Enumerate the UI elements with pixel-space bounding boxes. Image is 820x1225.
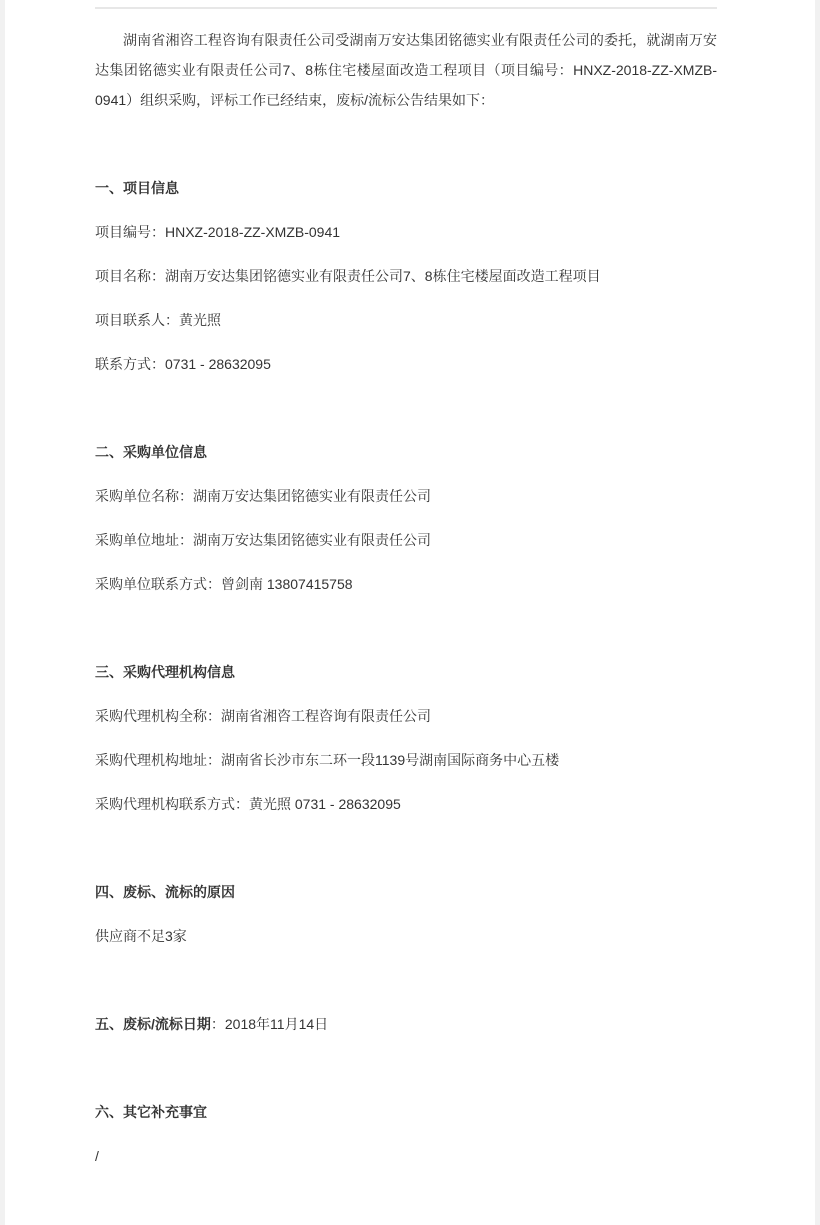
section-heading-failure-date: [95, 1009, 717, 1039]
section-spacer: [95, 393, 717, 423]
project-number-line: 项目编号：HNXZ-2018-ZZ-XMZB-0941: [95, 224, 341, 240]
section-spacer: [95, 833, 717, 863]
agency-name-line: 采购代理机构全称：湖南省湘咨工程咨询有限责任公司: [95, 708, 431, 724]
purchaser-name-line: 采购单位名称：湖南万安达集团铭德实业有限责任公司: [95, 488, 431, 504]
agency-address-line: 采购代理机构地址：湖南省长沙市东二环一段1139号湖南国际商务中心五楼: [95, 752, 560, 768]
section-spacer: [95, 1053, 717, 1083]
top-divider: [95, 7, 717, 9]
project-contact-line: 项目联系人：黄光照: [95, 312, 221, 328]
section-heading-project-info: 一、项目信息: [95, 180, 179, 196]
section-heading-agency-info: 三、采购代理机构信息: [95, 664, 235, 680]
section-spacer: [95, 129, 717, 159]
failure-reason-line: 供应商不足3家: [95, 928, 187, 944]
project-phone-line: 联系方式：0731 - 28632095: [95, 356, 271, 372]
failure-date-value: ：2018年11月14日: [210, 1016, 329, 1032]
supplementary-line: /: [95, 1148, 99, 1164]
section-spacer: [95, 965, 717, 995]
section-heading-failure-reason: 四、废标、流标的原因: [95, 884, 235, 900]
purchaser-contact-line: 采购单位联系方式：曾剑南 13807415758: [95, 576, 353, 592]
intro-paragraph: 湖南省湘咨工程咨询有限责任公司受湖南万安达集团铭德实业有限责任公司的委托，就湖南万安达集团铭德实业有限责任公司7、8栋住宅楼屋面改造工程项目（项目编号：HNXZ-2018-ZZ-XMZB-0941）组织采购，评标工作已经结束，废标/流标公告结果如下：: [95, 32, 717, 108]
purchaser-address-line: 采购单位地址：湖南万安达集团铭德实业有限责任公司: [95, 532, 431, 548]
section-spacer: [95, 613, 717, 643]
section-heading-supplementary: 六、其它补充事宜: [95, 1104, 207, 1120]
agency-contact-line: 采购代理机构联系方式：黄光照 0731 - 28632095: [95, 796, 401, 812]
section-heading-purchaser-info: 二、采购单位信息: [95, 444, 207, 460]
failure-date-label: 五、废标/流标日期: [95, 1016, 211, 1032]
announcement-content: [5, 0, 815, 1225]
announcement-card: [5, 0, 815, 1225]
project-name-line: 项目名称：湖南万安达集团铭德实业有限责任公司7、8栋住宅楼屋面改造工程项目: [95, 268, 601, 284]
